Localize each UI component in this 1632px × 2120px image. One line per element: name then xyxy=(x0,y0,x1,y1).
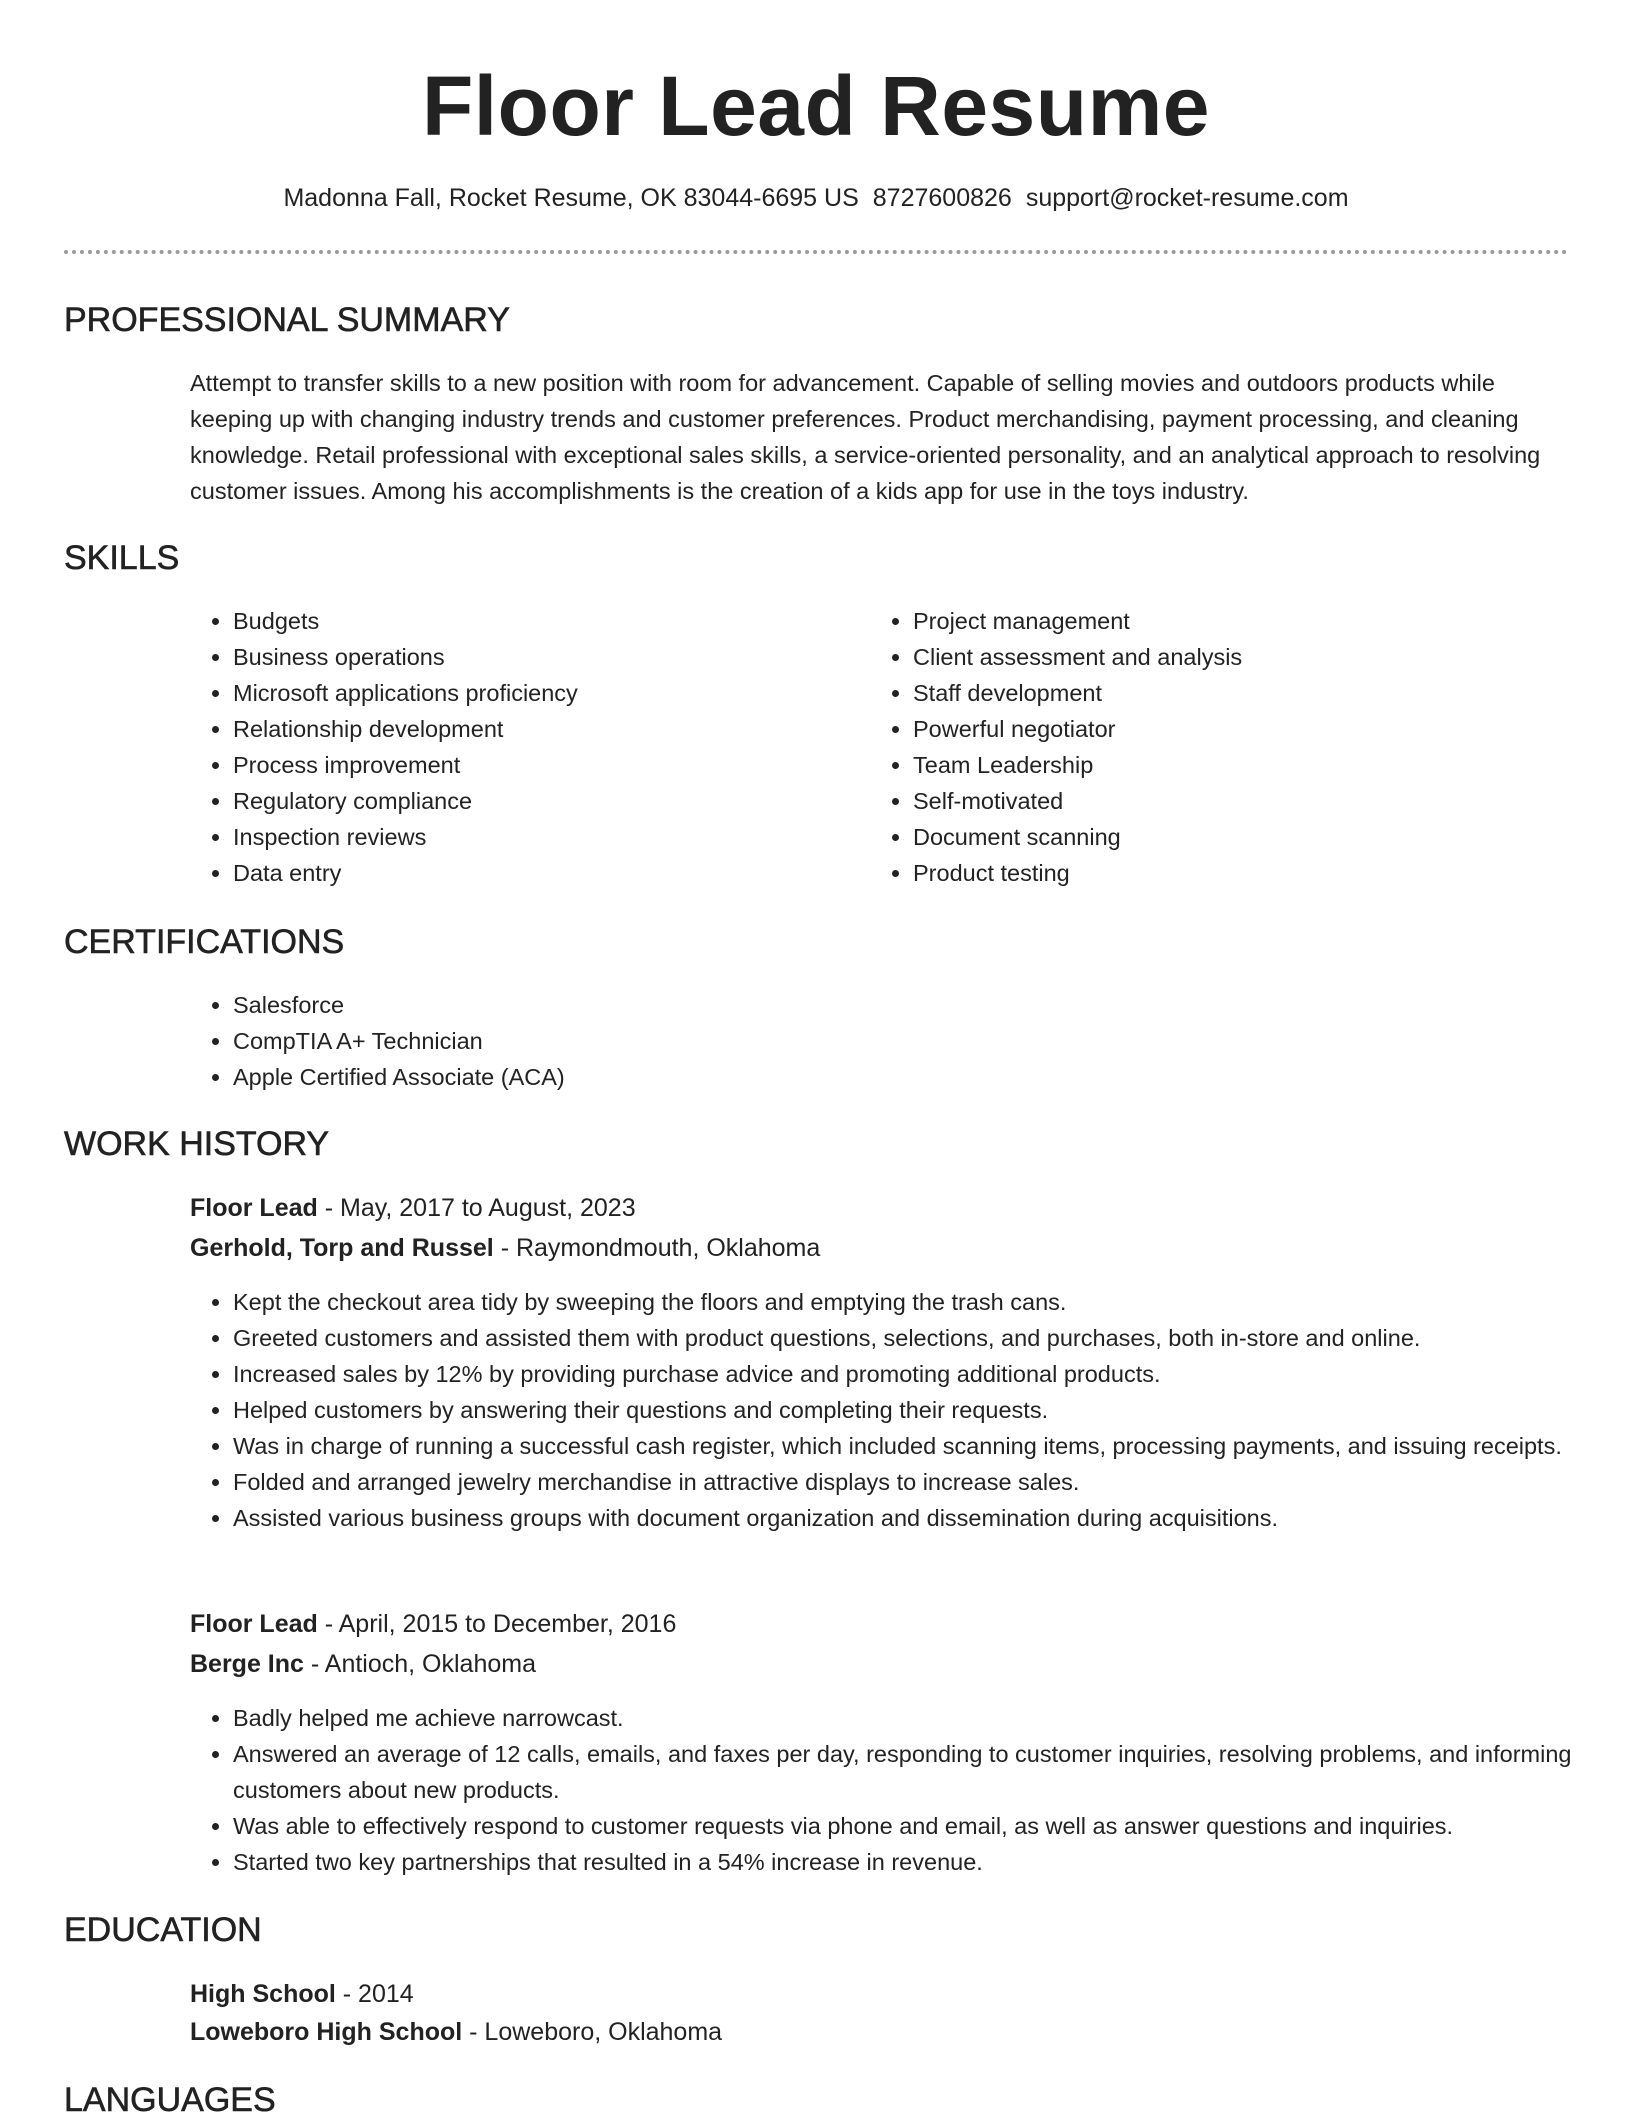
skill-item: • Relationship development xyxy=(233,711,833,747)
skill-item: • Process improvement xyxy=(233,747,833,783)
skill-item: • Client assessment and analysis xyxy=(913,639,1513,675)
education-year: - 2014 xyxy=(335,1980,414,2008)
education-location: - Loweboro, Oklahoma xyxy=(462,2018,723,2046)
job-title-line xyxy=(190,1606,676,1642)
job-bullet: • Assisted various business groups with document organization and dissemination during acquisitions. xyxy=(233,1500,1613,1536)
education-school-line xyxy=(190,2014,722,2050)
header-divider xyxy=(64,250,1568,254)
job-bullet: • Was in charge of running a successful cash register, which included scanning items, processing payments, and issuing receipts. xyxy=(233,1428,1613,1464)
job-dates: - April, 2015 to December, 2016 xyxy=(317,1610,677,1638)
skill-item: • Self-motivated xyxy=(913,783,1513,819)
job-location: - Raymondmouth, Oklahoma xyxy=(493,1234,821,1262)
job-bullet: • Answered an average of 12 calls, emails, and faxes per day, responding to customer inquiries, resolving problems, and informing customers about new products. xyxy=(233,1736,1613,1808)
job-company: Berge Inc xyxy=(190,1650,304,1678)
skill-item: • Business operations xyxy=(233,639,833,675)
summary-text: Attempt to transfer skills to a new position with room for advancement. Capable of selling movies and outdoors products while keeping up with changing industry trends and customer preferences. Product merchandising, payment processing, and cleaning knowledge. Retail professional with exceptional sales skills, a service-oriented personality, and an analytical approach to resolving customer issues. Among his accomplishments is the creation of a kids app for use in the toys industry. xyxy=(190,370,1541,504)
education-heading: EDUCATION xyxy=(64,1911,262,1949)
contact-phone: 8727600826 xyxy=(872,184,1012,212)
skill-item: • Document scanning xyxy=(913,819,1513,855)
job-title: Floor Lead xyxy=(190,1194,318,1222)
job-bullet: • Kept the checkout area tidy by sweeping the floors and emptying the trash cans. xyxy=(233,1284,1613,1320)
certification-item: • CompTIA A+ Technician xyxy=(233,1023,1613,1059)
skill-item: • Budgets xyxy=(233,603,833,639)
skill-item: • Team Leadership xyxy=(913,747,1513,783)
education-school: Loweboro High School xyxy=(190,2018,463,2046)
skills-list-right xyxy=(870,603,1513,891)
job-bullet: • Was able to effectively respond to customer requests via phone and email, as well as answer questions and inquiries. xyxy=(233,1808,1613,1844)
certification-item: • Salesforce xyxy=(233,987,1613,1023)
skill-item: • Data entry xyxy=(233,855,833,891)
contact-email: support@rocket-resume.com xyxy=(1025,184,1349,212)
summary-heading: PROFESSIONAL SUMMARY xyxy=(64,301,510,339)
skills-list-left xyxy=(190,603,833,891)
skills-heading: SKILLS xyxy=(64,539,180,577)
job-bullets xyxy=(190,1700,1613,1880)
resume-title: Floor Lead Resume xyxy=(421,59,1210,153)
job-dates: - May, 2017 to August, 2023 xyxy=(317,1194,636,1222)
job-bullet: • Badly helped me achieve narrowcast. xyxy=(233,1700,1613,1736)
skill-item: • Regulatory compliance xyxy=(233,783,833,819)
education-degree-line xyxy=(190,1976,414,2012)
skill-item: • Staff development xyxy=(913,675,1513,711)
job-title-line xyxy=(190,1190,636,1226)
certifications-list xyxy=(190,987,1613,1095)
skill-item: • Powerful negotiator xyxy=(913,711,1513,747)
job-bullet: • Folded and arranged jewelry merchandise in attractive displays to increase sales. xyxy=(233,1464,1613,1500)
job-bullet: • Increased sales by 12% by providing purchase advice and promoting additional products. xyxy=(233,1356,1613,1392)
contact-line xyxy=(0,182,1632,214)
certification-item: • Apple Certified Associate (ACA) xyxy=(233,1059,1613,1095)
certifications-heading: CERTIFICATIONS xyxy=(64,923,345,961)
job-bullets xyxy=(190,1284,1613,1536)
job-title: Floor Lead xyxy=(190,1610,318,1638)
job-location: - Antioch, Oklahoma xyxy=(303,1650,536,1678)
job-company-line xyxy=(190,1230,820,1266)
job-bullet: • Greeted customers and assisted them with product questions, selections, and purchases, both in-store and online. xyxy=(233,1320,1613,1356)
contact-address: Madonna Fall, Rocket Resume, OK 83044-6695 US xyxy=(283,184,859,212)
job-company-line xyxy=(190,1646,536,1682)
skill-item: • Product testing xyxy=(913,855,1513,891)
skill-item: • Inspection reviews xyxy=(233,819,833,855)
languages-heading: LANGUAGES xyxy=(64,2081,276,2119)
job-bullet: • Helped customers by answering their questions and completing their requests. xyxy=(233,1392,1613,1428)
skill-item: • Microsoft applications proficiency xyxy=(233,675,833,711)
job-company: Gerhold, Torp and Russel xyxy=(190,1234,494,1262)
education-degree: High School xyxy=(190,1980,336,2008)
skill-item: • Project management xyxy=(913,603,1513,639)
job-bullet: • Started two key partnerships that resulted in a 54% increase in revenue. xyxy=(233,1844,1613,1880)
work-history-heading: WORK HISTORY xyxy=(64,1125,330,1163)
